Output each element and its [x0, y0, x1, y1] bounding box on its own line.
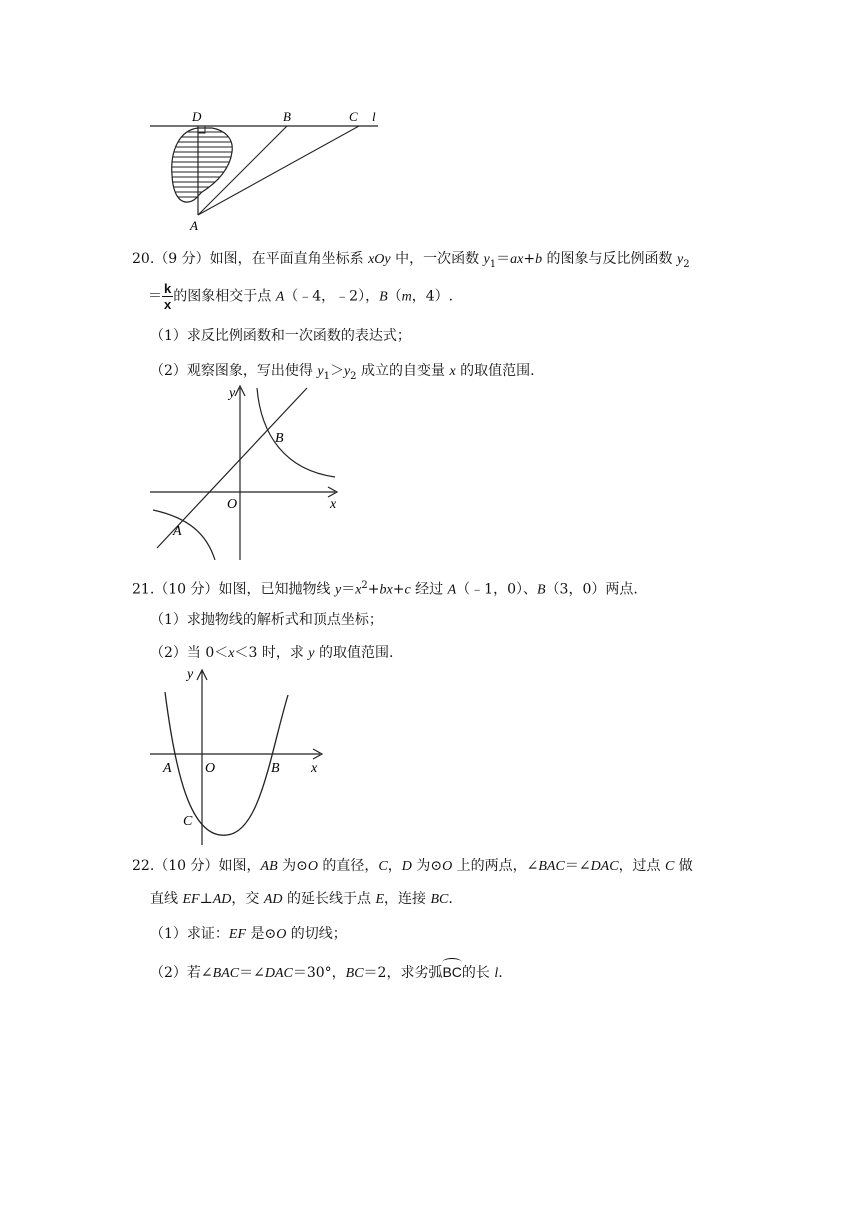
- label-l: l: [372, 109, 376, 124]
- label-x: x: [311, 761, 318, 776]
- label-D: D: [192, 109, 202, 124]
- hyperbola-branch-2: [153, 510, 215, 560]
- label-B: B: [275, 431, 284, 446]
- label-C: C: [183, 814, 193, 829]
- lake-shape: [172, 128, 233, 202]
- q21-line1: 21.（10 分）如图，已知抛物线 $y=x^2+bx+c$ 经过 A（﹣1，0）、B（3，0）两点.: [132, 580, 638, 598]
- figure-q20: [145, 380, 355, 565]
- label-B: B: [283, 109, 291, 124]
- label-A: A: [190, 218, 198, 233]
- label-O: O: [205, 761, 216, 776]
- q20-line1: 20.（9 分）如图，在平面直角坐标系 xOy 中，一次函数 $y_1=ax+b$ 的图象与反比例函数 $y_2$: [132, 251, 690, 270]
- label-A: A: [163, 761, 172, 776]
- label-B: B: [271, 761, 280, 776]
- label-y: y: [187, 667, 194, 682]
- fraction-k-over-x: $\frac{k}{x}$: [164, 281, 172, 312]
- q20-line2: ＝ $\frac{k}{x}$ 的图象相交于点 A（﹣4，﹣2），B（m，4）.: [148, 281, 454, 312]
- label-x: x: [330, 497, 337, 512]
- q22-line2: 直线 EF⊥AD，交 AD 的延长线于点 E，连接 BC.: [150, 891, 453, 907]
- q20-part2: （2）观察图象，写出使得 $y_1>y_2$ 成立的自变量 x 的取值范围.: [150, 363, 535, 382]
- label-O: O: [227, 497, 238, 512]
- label-y: y: [229, 386, 236, 401]
- q22-part1: （1）求证：EF 是⊙O 的切线；: [150, 926, 347, 942]
- q21-part1: （1）求抛物线的解析式和顶点坐标；: [150, 612, 383, 628]
- q20-part1: （1）求反比例函数和一次函数的表达式；: [150, 328, 411, 344]
- arc-BC: BC: [442, 964, 462, 980]
- figure-q19: [140, 100, 400, 235]
- label-C: C: [349, 109, 358, 124]
- figure-q21: [145, 660, 335, 850]
- label-A: A: [173, 524, 182, 539]
- hyperbola-branch-1: [257, 388, 335, 477]
- q22-part2: （2）若∠BAC＝∠DAC＝30°，BC＝2，求劣弧BC的长 l.: [150, 964, 503, 981]
- q22-line1: 22.（10 分）如图，AB 为⊙O 的直径，C，D 为⊙O 上的两点，∠BAC＝∠DAC，过点 C 做: [132, 858, 693, 874]
- q21-part2: （2）当 0＜x＜3 时，求 y 的取值范围.: [150, 645, 394, 661]
